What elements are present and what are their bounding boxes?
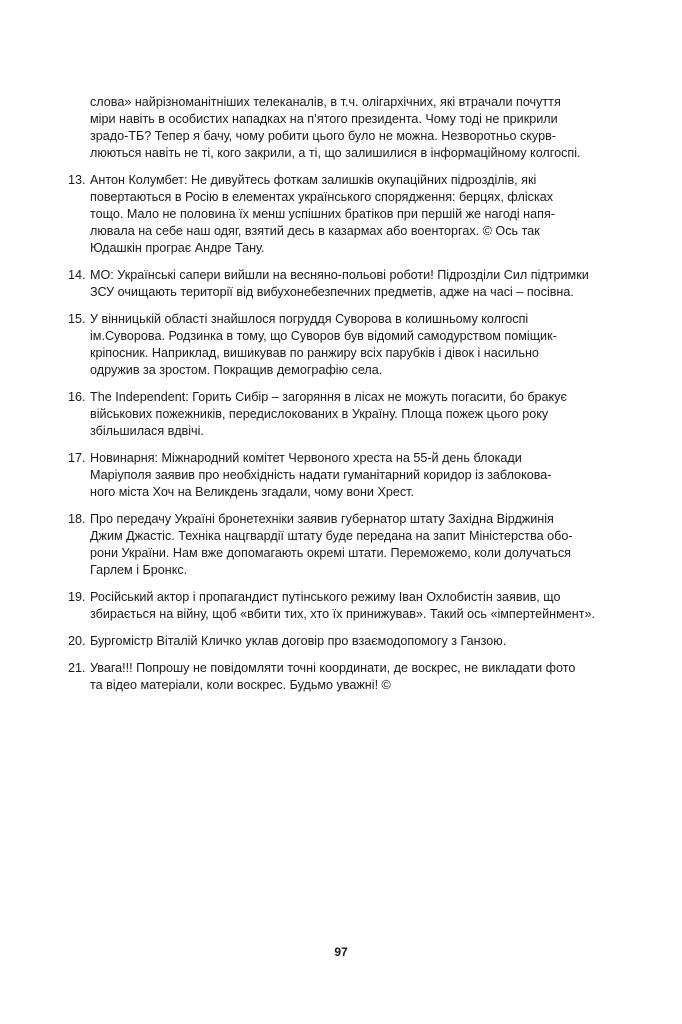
- text-line: та відео матеріали, коли воскрес. Будьмо уважні! ©: [90, 678, 391, 692]
- text-line: Увага!!! Попрошу не повідомляти точні координати, де воскрес, не викладати фото: [90, 661, 576, 675]
- item-number: 16.: [68, 390, 86, 404]
- item-number: 18.: [68, 512, 86, 526]
- item-text: [90, 389, 592, 440]
- continuation-paragraph: [90, 94, 592, 162]
- item-text: [90, 450, 592, 501]
- list-item-20: [68, 633, 592, 650]
- text-line: лювала на себе наш одяг, взятий десь в казармах або военторгах. © Ось так: [90, 224, 540, 238]
- item-number: 14.: [68, 268, 86, 282]
- item-number: 19.: [68, 590, 86, 604]
- text-line: слова» найрізноманітніших телеканалів, в т.ч. олігархічних, які втрачали почуття: [90, 95, 561, 109]
- item-text: [90, 311, 592, 379]
- text-line: військових пожежників, передислокованих в Україну. Площа пожеж цього року: [90, 407, 549, 421]
- text-line: Гарлем і Бронкс.: [90, 563, 188, 577]
- item-text: [90, 589, 595, 623]
- text-line: рони України. Нам вже допомагають окремі штати. Переможемо, коли долучаться: [90, 546, 571, 560]
- list-item-15: [68, 311, 592, 379]
- list-item-21: [68, 660, 592, 694]
- text-line: The Independent: Горить Сибір – загоряння в лісах не можуть погасити, бо бракує: [90, 390, 567, 404]
- text-line: ЗСУ очищають території від вибухонебезпечних предметів, адже на часі – посівна.: [90, 285, 574, 299]
- text-line: повертаються в Росію в елементах українського спорядження: берцях, флісках: [90, 190, 554, 204]
- text-line: У вінницькій області знайшлося погруддя Суворова в колишньому колгоспі: [90, 312, 529, 326]
- item-number: 17.: [68, 451, 86, 465]
- text-line: Маріуполя заявив про необхідність надати гуманітарний коридор із заблокова-: [90, 468, 552, 482]
- item-number: 21.: [68, 661, 86, 675]
- text-line: Бургомістр Віталій Кличко уклав договір про взаємодопомогу з Ганзою.: [90, 634, 507, 648]
- list-item-18: [68, 511, 592, 579]
- item-text: [90, 267, 592, 301]
- item-number: 15.: [68, 312, 86, 326]
- text-line: одружив за зростом. Покращив демографію села.: [90, 363, 383, 377]
- list-item-14: [68, 267, 592, 301]
- text-line: Про передачу Україні бронетехніки заявив губернатор штату Західна Вірджинія: [90, 512, 554, 526]
- item-text: [90, 511, 592, 579]
- text-line: люються навіть не ті, кого закрили, а ті, що залишилися в інформаційному колгоспі.: [90, 146, 581, 160]
- page-body: [68, 94, 595, 704]
- page-number: 97: [334, 945, 348, 959]
- text-line: збільшилася вдвічі.: [90, 424, 204, 438]
- text-line: міри навіть в особистих нападках на п’ятого президента. Чому тоді не прикрили: [90, 112, 558, 126]
- item-text: [90, 633, 592, 650]
- text-line: Антон Колумбет: Не дивуйтесь фоткам залишків окупаційних підрозділів, які: [90, 173, 537, 187]
- list-item-19: [68, 589, 595, 623]
- list-item-13: [68, 172, 592, 257]
- item-number: 13.: [68, 173, 86, 187]
- list-item-16: [68, 389, 592, 440]
- text-line: Новинарня: Міжнародний комітет Червоного хреста на 55-й день блокади: [90, 451, 522, 465]
- list-item-17: [68, 450, 592, 501]
- text-line: Російський актор і пропагандист путінського режиму Іван Охлобистін заявив, що: [90, 590, 561, 604]
- text-line: збирається на війну, щоб «вбити тих, хто їх принижував». Такий ось «імпертейнмент».: [90, 607, 595, 621]
- text-line: кріпосник. Наприклад, вишикував по ранжиру всіх парубків і дівок і насильно: [90, 346, 539, 360]
- item-text: [90, 660, 592, 694]
- text-line: ім.Суворова. Родзинка в тому, що Суворов був відомий самодурством поміщик-: [90, 329, 557, 343]
- item-number: 20.: [68, 634, 86, 648]
- text-line: МО: Українські сапери вийшли на весняно-польові роботи! Підрозділи Сил підтримки: [90, 268, 589, 282]
- text-line: Юдашкін програє Андре Тану.: [90, 241, 265, 255]
- text-line: ного міста Хоч на Великдень згадали, чому вони Хрест.: [90, 485, 415, 499]
- text-line: тощо. Мало не половина їх менш успішних братіков при першій же нагоді напя-: [90, 207, 555, 221]
- text-line: зрадо-ТБ? Тепер я бачу, чому робити цього було не можна. Незворотньо скурв-: [90, 129, 556, 143]
- text-line: Джим Джастіс. Техніка нацгвардії штату буде передана на запит Міністерства обо-: [90, 529, 573, 543]
- item-text: [90, 172, 592, 257]
